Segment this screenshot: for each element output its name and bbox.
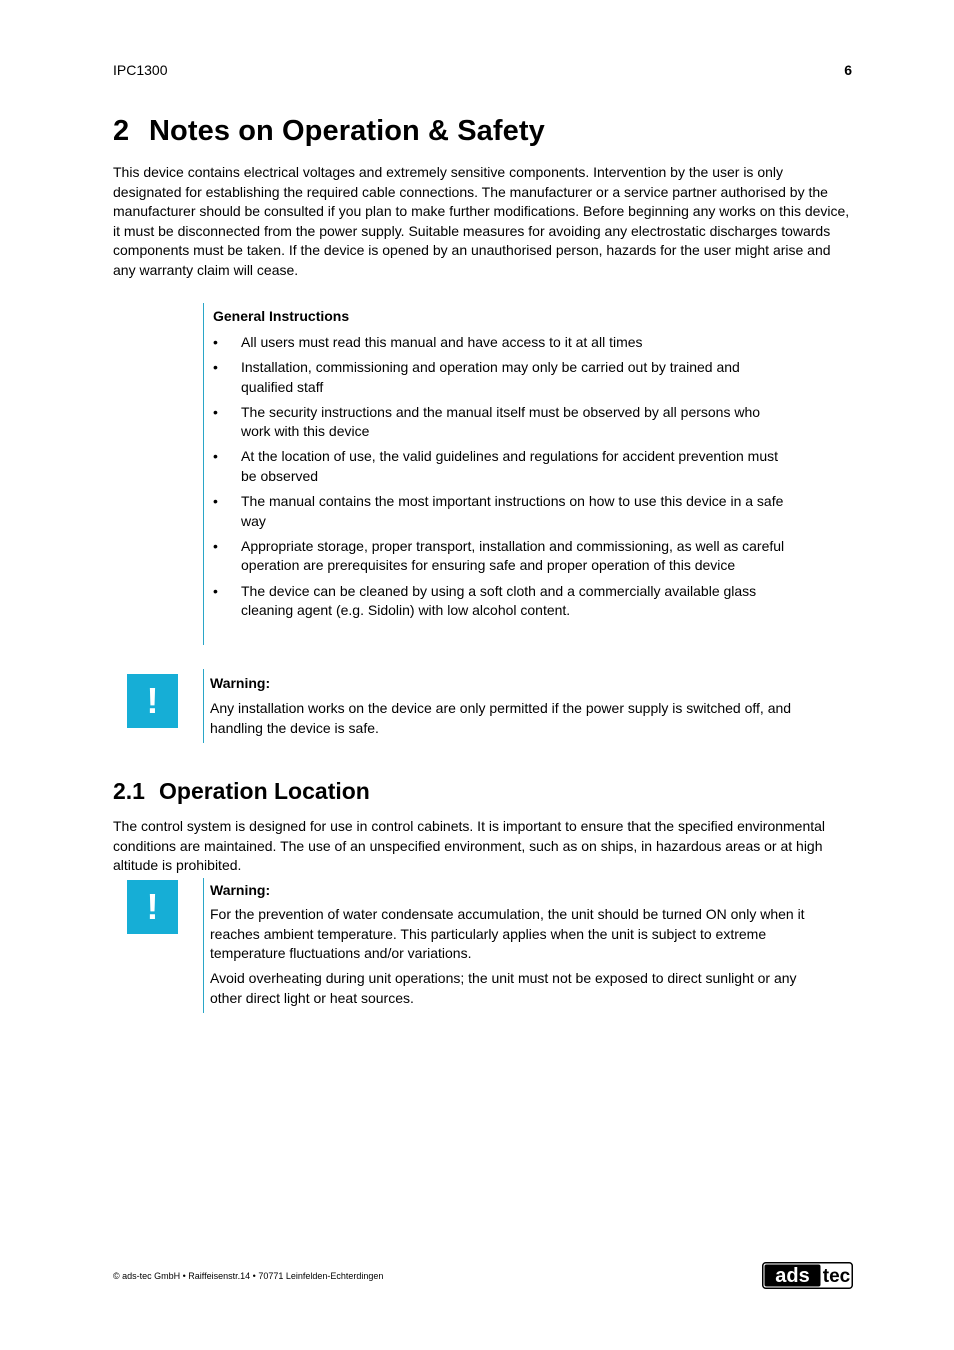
bullet-icon: • <box>213 403 218 420</box>
section-number: 2 <box>113 115 130 147</box>
section-title: Notes on Operation & Safety <box>149 115 545 147</box>
logo-text-tec: tec <box>822 1266 851 1287</box>
general-instructions-list <box>213 333 793 626</box>
subsection-title: Operation Location <box>159 778 370 804</box>
warning-icon: ! <box>127 880 178 934</box>
subsection-number: 2.1 <box>113 778 145 804</box>
warning-rule <box>203 669 204 743</box>
section-heading <box>113 115 545 148</box>
warning-title: Warning: <box>210 675 271 691</box>
subsection-text: The control system is designed for use in control cabinets. It is important to ensure that the specified environmental conditions are maintained. The use of an unspecified environment, such as on ships, in hazardous areas or at high altitude is prohibited. <box>113 818 826 874</box>
warning-title: Warning: <box>210 882 271 898</box>
header-product: IPC1300 <box>113 62 168 78</box>
section-intro: This device contains electrical voltages and extremely sensitive components. Intervention by the user is only designated for establishing the required cable connections. The manufacturer or a service partner authorised by the manufacturer should be consulted if you plan to make further modifications. Before beginning any works on this device, it must be disconnected from the power supply. Suitable measures for avoiding any electrostatic discharges towards components must be taken. If the device is opened by an unauthorised person, hazards for the user might arise and any warranty claim will cease. <box>113 164 850 278</box>
warning-icon: ! <box>127 674 178 728</box>
general-instructions-title: General Instructions <box>213 308 350 324</box>
ads-tec-logo <box>762 1262 853 1289</box>
list-item: • Appropriate storage, proper transport, installation and commissioning, as well as careful operation are prerequisites for ensuring safe and proper operation of this device <box>213 537 785 574</box>
warning-text: Any installation works on the device are only permitted if the power supply is switched off, and handling the device is safe. <box>210 700 792 736</box>
bullet-icon: • <box>213 334 218 350</box>
warning-rule <box>203 878 204 1013</box>
bullet-icon: • <box>213 448 218 465</box>
bullet-icon: • <box>213 537 218 554</box>
list-item: • All users must read this manual and have access to it at all times <box>213 333 793 353</box>
list-item: • At the location of use, the valid guidelines and regulations for accident prevention must be observed <box>213 448 778 485</box>
list-item: • The manual contains the most important instructions on how to use this device in a safe way <box>213 493 784 529</box>
bullet-icon: • <box>213 493 218 510</box>
list-item: • The security instructions and the manual itself must be observed by all persons who work with this device <box>213 403 761 440</box>
list-item: • Installation, commissioning and operation may only be carried out by trained and qualified staff <box>213 359 740 395</box>
warning-text: Avoid overheating during unit operations; the unit must not be exposed to direct sunlight or any other direct light or heat sources. <box>210 970 797 1006</box>
subsection-heading <box>113 778 370 805</box>
logo-text-ads: ads <box>775 1265 810 1287</box>
list-item: • The device can be cleaned by using a soft cloth and a commercially available glass cleaning agent (e.g. Sidolin) with low alcohol content. <box>213 582 757 619</box>
footer-address: © ads-tec GmbH • Raiffeisenstr.14 • 70771 Leinfelden-Echterdingen <box>113 1271 384 1281</box>
bullet-icon: • <box>213 359 218 376</box>
warning-text: For the prevention of water condensate accumulation, the unit should be turned ON only when it reaches ambient temperature. This particularly applies when the unit is subject to extreme temperature fluctuations and/or variations. <box>210 906 805 962</box>
page-number: 6 <box>844 62 852 78</box>
bullet-icon: • <box>213 582 218 599</box>
